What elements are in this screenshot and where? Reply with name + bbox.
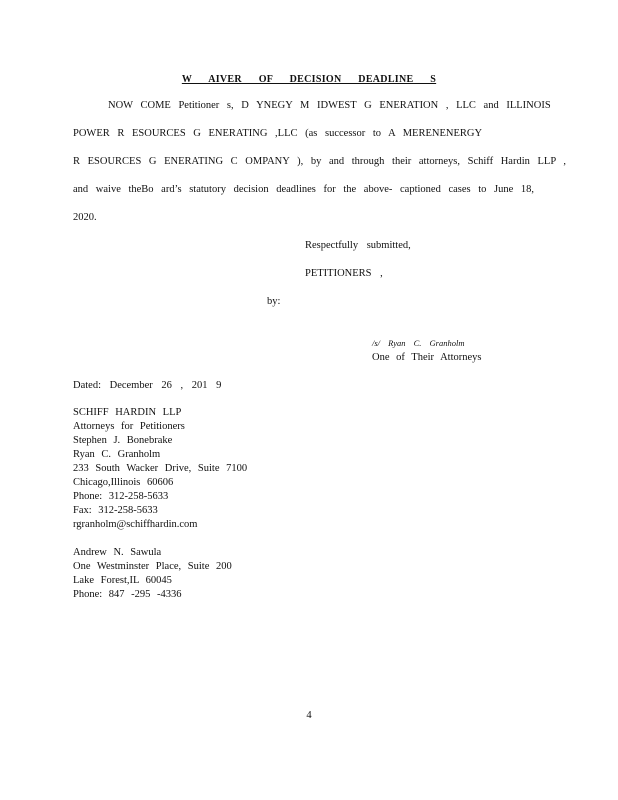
- respectfully-submitted: Respectfully submitted,: [305, 240, 411, 251]
- by-label: by:: [267, 296, 281, 307]
- body-line-4: and waive theBo ard’s statutory decision deadlines for the above- captioned cases to June 18,: [73, 184, 535, 195]
- body-line-1: NOW COME Petitioner s, D YNEGY M IDWEST G ENERATION , LLC and ILLINOIS: [108, 100, 551, 111]
- firm-line: Phone: 312-258-5633: [73, 491, 169, 502]
- body-line-3: R ESOURCES G ENERATING C OMPANY ), by and through their attorneys, Schiff Hardin LLP ,: [73, 156, 567, 167]
- petitioners-label: PETITIONERS ,: [305, 268, 383, 279]
- firm-address-block: [73, 406, 247, 532]
- address-line: Lake Forest,IL 60045: [73, 575, 172, 586]
- address-line: One Westminster Place, Suite 200: [73, 561, 232, 572]
- second-address-block: [73, 546, 232, 602]
- firm-line: Fax: 312-258-5633: [73, 505, 158, 516]
- dated-line: Dated: December 26 , 201 9: [73, 380, 222, 391]
- signature-line: /s/ Ryan C. Granholm: [372, 338, 465, 348]
- body-line-5: 2020.: [73, 212, 97, 223]
- firm-email: rgranholm@schiffhardin.com: [73, 519, 198, 530]
- firm-line: Ryan C. Granholm: [73, 449, 161, 460]
- signature-role: One of Their Attorneys: [372, 352, 482, 363]
- firm-line: Chicago,Illinois 60606: [73, 477, 174, 488]
- firm-line: Stephen J. Bonebrake: [73, 435, 173, 446]
- page-number: 4: [306, 710, 312, 721]
- firm-line: 233 South Wacker Drive, Suite 7100: [73, 463, 248, 474]
- document-title: W AIVER OF DECISION DEADLINE S: [181, 74, 437, 85]
- address-line: Andrew N. Sawula: [73, 547, 162, 558]
- firm-line: Attorneys for Petitioners: [73, 421, 185, 432]
- body-line-2: POWER R ESOURCES G ENERATING ,LLC (as successor to A MERENENERGY: [73, 128, 483, 139]
- firm-line: SCHIFF HARDIN LLP: [73, 407, 182, 418]
- address-line: Phone: 847 -295 -4336: [73, 589, 182, 600]
